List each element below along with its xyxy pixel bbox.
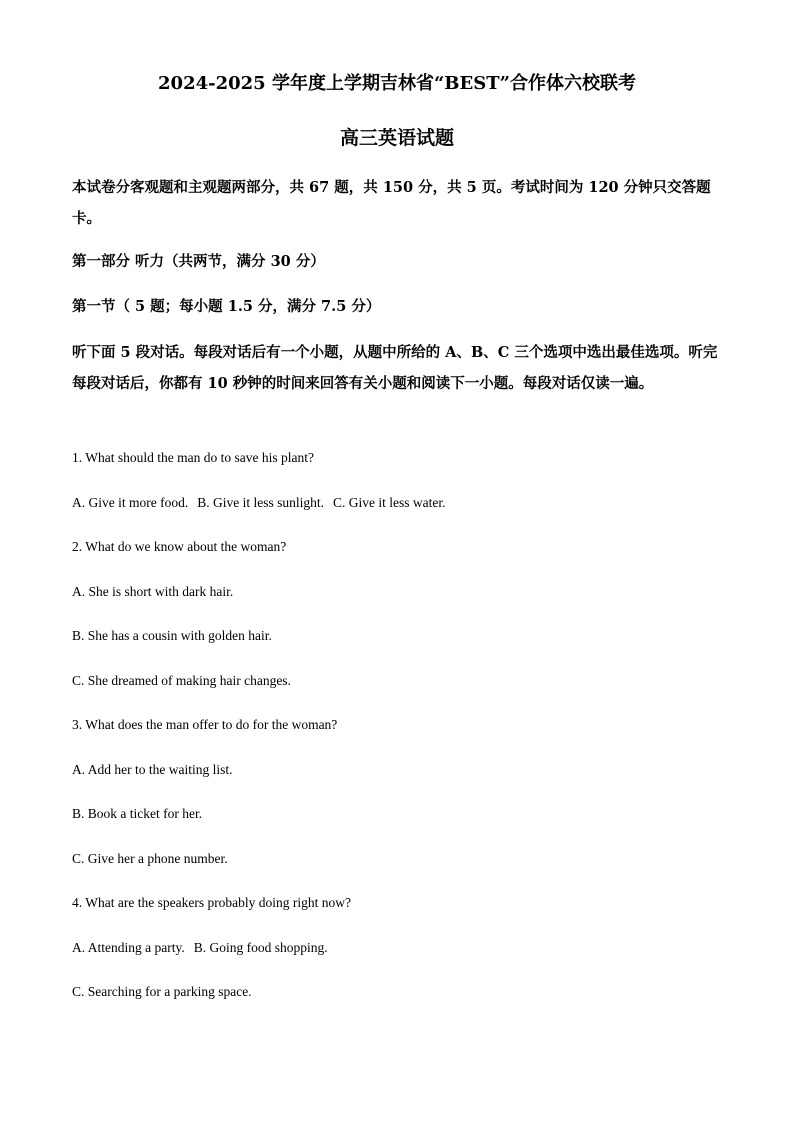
question-1-option-b: B. Give it less sunlight. [197, 495, 324, 510]
exam-title: 2024-2025 学年度上学期吉林省“BEST”合作体六校联考 [158, 73, 636, 94]
question-1-stem: 1. What should the man do to save his plant? [72, 450, 314, 465]
question-1-option-a: A. Give it more food. [72, 495, 189, 510]
question-4-option-c: C. Searching for a parking space. [72, 984, 252, 999]
question-2-option-b: B. She has a cousin with golden hair. [72, 628, 272, 643]
part-heading: 第一部分 听力（共两节，满分 30 分） [72, 253, 325, 270]
question-4-option-a: A. Attending a party. [72, 940, 185, 955]
question-2-stem: 2. What do we know about the woman? [72, 539, 287, 554]
question-3-option-b: B. Book a ticket for her. [72, 806, 203, 821]
question-2-option-c: C. She dreamed of making hair changes. [72, 673, 291, 688]
exam-subtitle: 高三英语试题 [339, 127, 454, 149]
question-1-option-c: C. Give it less water. [333, 495, 446, 510]
question-3-option-c: C. Give her a phone number. [72, 851, 228, 866]
question-4-option-b: B. Going food shopping. [193, 940, 328, 955]
question-1-options [72, 493, 724, 513]
question-3-option-a: A. Add her to the waiting list. [72, 762, 233, 777]
section-heading: 第一节（ 5 题；每小题 1.5 分，满分 7.5 分） [72, 298, 381, 315]
question-4-options [72, 938, 724, 958]
exam-instructions: 本试卷分客观题和主观题两部分，共 67 题，共 150 分，共 5 页。考试时间为 120 分钟只交答题卡。 [72, 179, 711, 227]
question-3-stem: 3. What does the man offer to do for the woman? [72, 717, 338, 732]
section-directions: 听下面 5 段对话。每段对话后有一个小题，从题中所给的 A、B、C 三个选项中选出最佳选项。听完每段对话后，你都有 10 秒钟的时间来回答有关小题和阅读下一小题。每段对话仅读一遍。 [72, 344, 718, 392]
question-2-option-a: A. She is short with dark hair. [72, 584, 234, 599]
question-4-stem: 4. What are the speakers probably doing right now? [72, 895, 352, 910]
